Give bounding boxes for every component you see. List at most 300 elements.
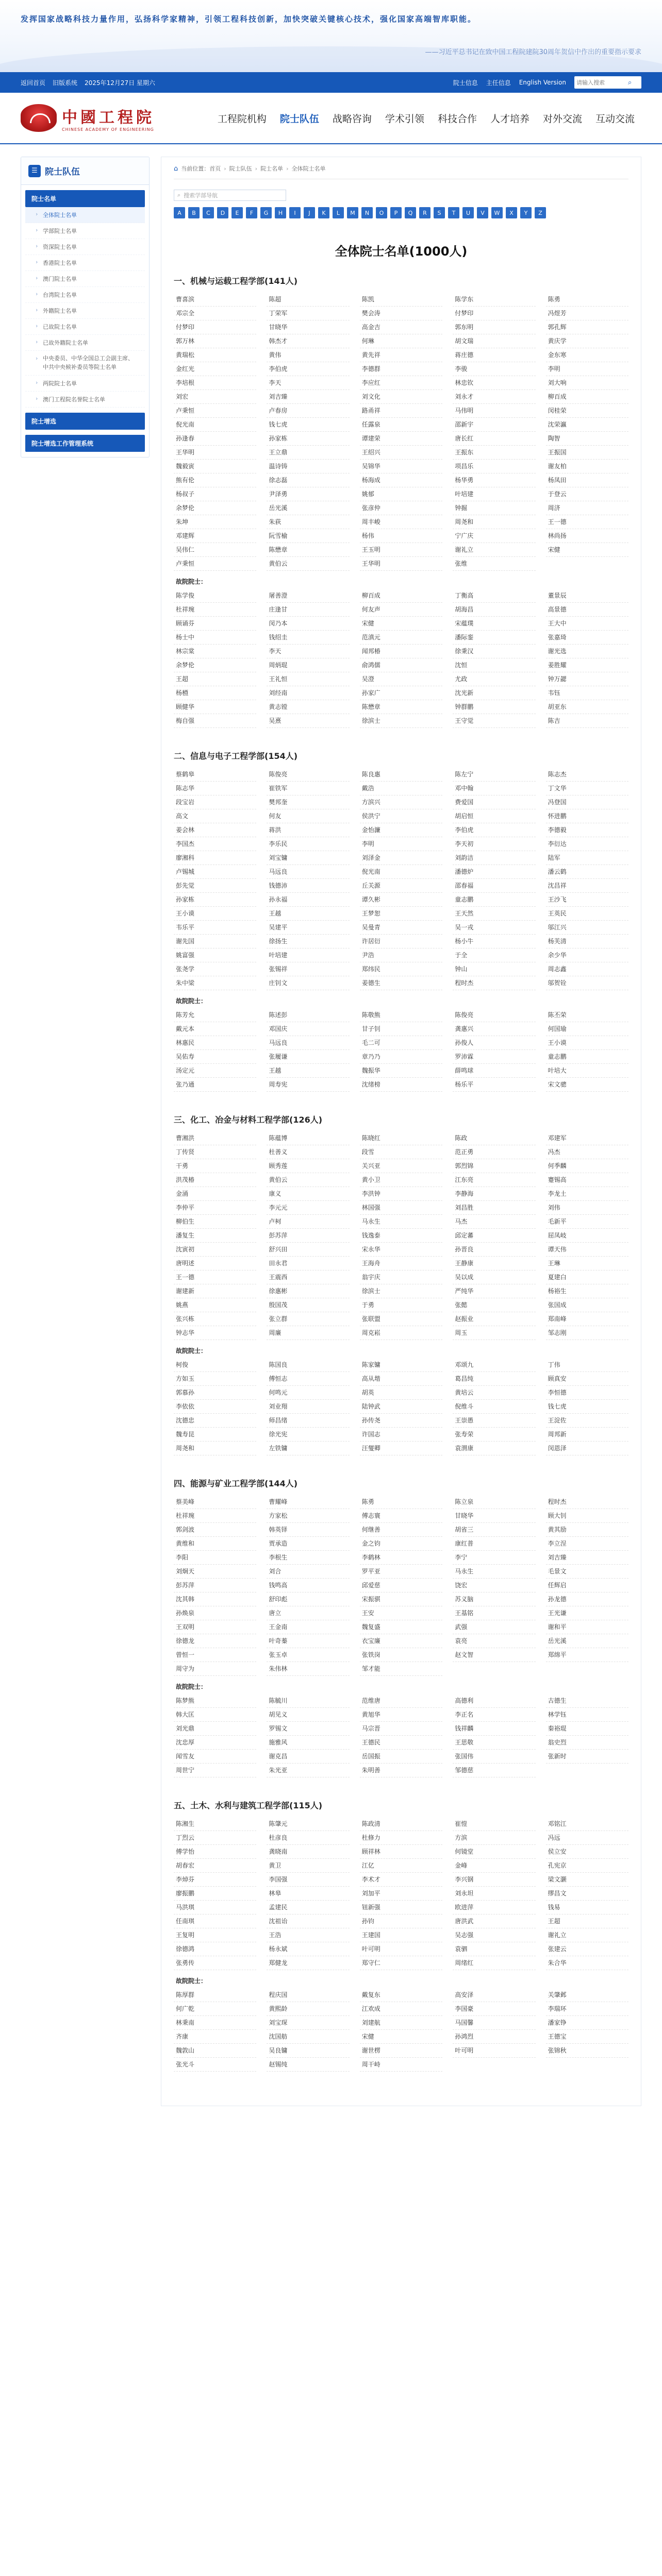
academician-name[interactable]: 刘永才 xyxy=(453,390,535,404)
nav-item-cooperation[interactable]: 科技合作 xyxy=(437,113,477,125)
deceased-academician-name[interactable]: 罗沛霖 xyxy=(453,1050,535,1064)
deceased-academician-name[interactable]: 叶培大 xyxy=(546,1064,628,1078)
letter-filter-q[interactable]: Q xyxy=(405,207,416,218)
deceased-academician-name[interactable]: 姜胜耀 xyxy=(546,658,628,672)
academician-name[interactable]: 江东亮 xyxy=(453,1173,535,1187)
deceased-academician-name[interactable]: 张履谦 xyxy=(267,1050,349,1064)
breadcrumb-item-home[interactable]: 当前位置：首页 xyxy=(181,165,221,172)
deceased-academician-name[interactable]: 陈梦熊 xyxy=(174,1694,256,1708)
deceased-academician-name[interactable]: 甘子钊 xyxy=(360,1022,442,1036)
topbar-link-director-info[interactable]: 主任信息 xyxy=(486,79,511,87)
academician-name[interactable]: 金东寒 xyxy=(546,348,628,362)
deceased-academician-name[interactable]: 关肇邺 xyxy=(546,1988,628,2002)
academician-name[interactable]: 何镜堂 xyxy=(453,1845,535,1859)
academician-name[interactable]: 李静海 xyxy=(453,1187,535,1201)
academician-name[interactable]: 沈寅初 xyxy=(174,1243,256,1257)
academician-name[interactable]: 王华明 xyxy=(360,557,442,571)
academician-name[interactable]: 杜祥琬 xyxy=(174,1509,256,1523)
deceased-academician-name[interactable]: 魏振华 xyxy=(360,1064,442,1078)
academician-name[interactable]: 怀进鹏 xyxy=(546,809,628,823)
deceased-academician-name[interactable]: 胡亚东 xyxy=(546,700,628,714)
deceased-academician-name[interactable]: 葛昌纯 xyxy=(453,1372,535,1386)
deceased-academician-name[interactable]: 郭慕孙 xyxy=(174,1386,256,1400)
deceased-academician-name[interactable]: 江欢成 xyxy=(360,2002,442,2016)
deceased-academician-name[interactable]: 高德利 xyxy=(453,1694,535,1708)
academician-name[interactable]: 朱合华 xyxy=(546,1956,628,1970)
academician-name[interactable]: 谢友柏 xyxy=(546,460,628,473)
academician-name[interactable]: 潘德炉 xyxy=(453,865,535,879)
academician-name[interactable]: 刘昌胜 xyxy=(453,1201,535,1215)
academician-name[interactable]: 李国强 xyxy=(267,1873,349,1887)
letter-filter-l[interactable]: L xyxy=(333,207,344,218)
academician-name[interactable]: 林皋 xyxy=(267,1887,349,1901)
deceased-academician-name[interactable]: 李依依 xyxy=(174,1400,256,1414)
deceased-academician-name[interactable]: 龚惠兴 xyxy=(453,1022,535,1036)
academician-name[interactable]: 孙龙德 xyxy=(546,1592,628,1606)
search-icon[interactable]: ⌕ xyxy=(628,78,632,87)
academician-name[interactable]: 陈良惠 xyxy=(360,768,442,782)
academician-name[interactable]: 余少华 xyxy=(546,948,628,962)
deceased-academician-name[interactable]: 程庆国 xyxy=(267,1988,349,2002)
academician-name[interactable]: 王琳 xyxy=(546,1257,628,1270)
deceased-academician-name[interactable]: 钟万勰 xyxy=(546,672,628,686)
academician-name[interactable]: 周绪红 xyxy=(453,1956,535,1970)
deceased-academician-name[interactable]: 何国瑜 xyxy=(546,1022,628,1036)
academician-name[interactable]: 侯立安 xyxy=(546,1845,628,1859)
academician-name[interactable]: 朱伟林 xyxy=(267,1662,349,1676)
academician-name[interactable]: 柳百成 xyxy=(546,390,628,404)
deceased-academician-name[interactable]: 杜祥琬 xyxy=(174,603,256,617)
academician-name[interactable]: 王华明 xyxy=(174,446,256,460)
academician-name[interactable]: 任露泉 xyxy=(360,418,442,432)
academician-name[interactable]: 吴建平 xyxy=(267,921,349,935)
academician-name[interactable]: 金涌 xyxy=(174,1187,256,1201)
academician-name[interactable]: 沈昌祥 xyxy=(546,879,628,893)
academician-name[interactable]: 康红普 xyxy=(453,1537,535,1551)
sidebar-item-macao[interactable]: › 澳门院士名单 xyxy=(25,271,145,287)
academician-name[interactable]: 李明 xyxy=(360,837,442,851)
academician-name[interactable]: 侯洪宁 xyxy=(360,809,442,823)
academician-name[interactable]: 周守为 xyxy=(174,1662,256,1676)
letter-filter-p[interactable]: P xyxy=(390,207,402,218)
academician-name[interactable]: 李应红 xyxy=(360,376,442,390)
deceased-academician-name[interactable]: 王守觉 xyxy=(453,714,535,728)
academician-name[interactable]: 邱定蕃 xyxy=(453,1229,535,1243)
academician-name[interactable]: 路甬祥 xyxy=(360,404,442,418)
deceased-academician-name[interactable]: 朱光亚 xyxy=(267,1764,349,1777)
letter-filter-d[interactable]: D xyxy=(217,207,228,218)
academician-name[interactable]: 屈凤岐 xyxy=(546,1229,628,1243)
sidebar-item-deceased-foreign[interactable]: › 已故外籍院士名单 xyxy=(25,335,145,351)
academician-name[interactable]: 王浩 xyxy=(267,1928,349,1942)
deceased-academician-name[interactable]: 吴熹 xyxy=(267,714,349,728)
academician-name[interactable]: 任辉启 xyxy=(546,1579,628,1592)
academician-name[interactable]: 吴锦华 xyxy=(360,460,442,473)
deceased-academician-name[interactable]: 左铁镛 xyxy=(267,1442,349,1455)
academician-name[interactable]: 李焯芬 xyxy=(174,1873,256,1887)
academician-name[interactable]: 刘合 xyxy=(267,1565,349,1579)
academician-name[interactable]: 谢礼立 xyxy=(453,543,535,557)
deceased-academician-name[interactable]: 刘业翔 xyxy=(267,1400,349,1414)
deceased-academician-name[interactable]: 范维唐 xyxy=(360,1694,442,1708)
academician-name[interactable]: 陈蕴博 xyxy=(267,1131,349,1145)
academician-name[interactable]: 许居衍 xyxy=(360,935,442,948)
deceased-academician-name[interactable]: 吴澄 xyxy=(360,672,442,686)
deceased-academician-name[interactable]: 高景德 xyxy=(546,603,628,617)
deceased-academician-name[interactable]: 陈学俊 xyxy=(174,589,256,603)
academician-name[interactable]: 段宝岩 xyxy=(174,795,256,809)
deceased-academician-name[interactable]: 孙俊人 xyxy=(453,1036,535,1050)
deceased-academician-name[interactable]: 汤定元 xyxy=(174,1064,256,1078)
academician-name[interactable]: 付梦印 xyxy=(453,307,535,320)
sidebar-item-taiwan[interactable]: › 台湾院士名单 xyxy=(25,287,145,303)
sidebar-section-list[interactable]: 院士名单 xyxy=(25,190,145,207)
academician-name[interactable]: 甘晓华 xyxy=(453,1509,535,1523)
academician-name[interactable]: 顾秀莲 xyxy=(267,1159,349,1173)
academician-name[interactable]: 李鹤林 xyxy=(360,1551,442,1565)
nav-item-academicians[interactable]: 院士队伍 xyxy=(279,113,319,125)
academician-name[interactable]: 钱七虎 xyxy=(267,418,349,432)
academician-name[interactable]: 关兴亚 xyxy=(360,1159,442,1173)
academician-name[interactable]: 周济 xyxy=(546,501,628,515)
academician-name[interactable]: 金峰 xyxy=(453,1859,535,1873)
deceased-academician-name[interactable]: 周干峙 xyxy=(360,2058,442,2072)
sidebar-item-foreign[interactable]: › 外籍院士名单 xyxy=(25,303,145,319)
academician-name[interactable]: 钱逸泰 xyxy=(360,1229,442,1243)
academician-name[interactable]: 王天然 xyxy=(453,907,535,921)
deceased-academician-name[interactable]: 沈绪榜 xyxy=(360,1078,442,1092)
academician-name[interactable]: 熊有伦 xyxy=(174,473,256,487)
deceased-academician-name[interactable]: 胡海昌 xyxy=(453,603,535,617)
academician-name[interactable]: 郑绵平 xyxy=(546,1648,628,1662)
nav-item-strategic-consulting[interactable]: 战略咨询 xyxy=(332,113,372,125)
academician-name[interactable]: 闵桂荣 xyxy=(546,404,628,418)
academician-name[interactable]: 李元元 xyxy=(267,1201,349,1215)
deceased-academician-name[interactable]: 陈俊亮 xyxy=(453,1008,535,1022)
academician-name[interactable]: 谢和平 xyxy=(546,1620,628,1634)
logo[interactable] xyxy=(21,104,191,132)
deceased-academician-name[interactable]: 章乃乃 xyxy=(360,1050,442,1064)
academician-name[interactable]: 缪昌文 xyxy=(546,1887,628,1901)
nav-item-academic-leadership[interactable]: 学术引领 xyxy=(385,113,424,125)
academician-name[interactable]: 邹才能 xyxy=(360,1662,442,1676)
deceased-academician-name[interactable]: 高从堦 xyxy=(360,1372,442,1386)
deceased-academician-name[interactable]: 闻邦椿 xyxy=(360,645,442,658)
academician-name[interactable]: 杨永斌 xyxy=(267,1942,349,1956)
deceased-academician-name[interactable]: 张新时 xyxy=(546,1750,628,1764)
academician-name[interactable]: 尹泽勇 xyxy=(267,487,349,501)
deceased-academician-name[interactable]: 陈厚群 xyxy=(174,1988,256,2002)
academician-name[interactable]: 周廉 xyxy=(267,1326,349,1340)
deceased-academician-name[interactable]: 许国志 xyxy=(360,1428,442,1442)
deceased-academician-name[interactable]: 周世宁 xyxy=(174,1764,256,1777)
deceased-academician-name[interactable]: 林学钰 xyxy=(546,1708,628,1722)
academician-name[interactable]: 蔡美峰 xyxy=(174,1495,256,1509)
nav-item-interaction[interactable]: 互动交流 xyxy=(595,113,635,125)
deceased-academician-name[interactable]: 杨乐平 xyxy=(453,1078,535,1092)
academician-name[interactable]: 舒印彪 xyxy=(267,1592,349,1606)
deceased-academician-name[interactable]: 周尧和 xyxy=(174,1442,256,1455)
academician-name[interactable]: 姜德生 xyxy=(360,976,442,990)
academician-name[interactable]: 李天初 xyxy=(453,837,535,851)
academician-name[interactable]: 陈勇 xyxy=(546,293,628,307)
academician-name[interactable]: 李伯虎 xyxy=(453,823,535,837)
sidebar-item-macao-honorary[interactable]: › 澳门工程院名誉院士名单 xyxy=(25,392,145,408)
academician-name[interactable]: 钟志华 xyxy=(174,1326,256,1340)
academician-name[interactable]: 卢春房 xyxy=(267,404,349,418)
academician-name[interactable]: 殷国茂 xyxy=(267,1298,349,1312)
academician-name[interactable]: 谢礼立 xyxy=(546,1928,628,1942)
academician-name[interactable]: 沈其韩 xyxy=(174,1592,256,1606)
academician-name[interactable]: 何季麟 xyxy=(546,1159,628,1173)
deceased-academician-name[interactable]: 汪燮卿 xyxy=(360,1442,442,1455)
nav-item-institutions[interactable]: 工程院机构 xyxy=(217,113,267,125)
academician-name[interactable]: 童志鹏 xyxy=(453,893,535,907)
academician-name[interactable]: 张联盟 xyxy=(360,1312,442,1326)
academician-name[interactable]: 刘宏 xyxy=(174,390,256,404)
academician-name[interactable]: 李伯虎 xyxy=(267,362,349,376)
academician-name[interactable]: 曹耀峰 xyxy=(267,1495,349,1509)
academician-name[interactable]: 孟建民 xyxy=(267,1901,349,1914)
academician-name[interactable]: 王金南 xyxy=(267,1620,349,1634)
academician-name[interactable]: 樊邦奎 xyxy=(267,795,349,809)
academician-name[interactable]: 李阳 xyxy=(174,1551,256,1565)
deceased-academician-name[interactable]: 潘际銮 xyxy=(453,631,535,645)
deceased-academician-name[interactable]: 翁史烈 xyxy=(546,1736,628,1750)
academician-name[interactable]: 谭久彬 xyxy=(360,893,442,907)
academician-name[interactable]: 卢锡城 xyxy=(174,865,256,879)
academician-name[interactable]: 郑健龙 xyxy=(267,1956,349,1970)
deceased-academician-name[interactable]: 王大中 xyxy=(546,617,628,631)
academician-name[interactable]: 丁荣军 xyxy=(267,307,349,320)
academician-name[interactable]: 冯杰 xyxy=(546,1145,628,1159)
academician-name[interactable]: 武强 xyxy=(453,1620,535,1634)
academician-name[interactable]: 李立浧 xyxy=(546,1537,628,1551)
sidebar-item-dual[interactable]: › 两院院士名单 xyxy=(25,376,145,392)
academician-name[interactable]: 彭苏萍 xyxy=(267,1229,349,1243)
academician-name[interactable]: 马洪琪 xyxy=(174,1901,256,1914)
academician-name[interactable]: 崔愷 xyxy=(453,1817,535,1831)
academician-name[interactable]: 阮雪榆 xyxy=(267,529,349,543)
academician-name[interactable]: 李根生 xyxy=(267,1551,349,1565)
deceased-academician-name[interactable]: 王德宝 xyxy=(546,2030,628,2044)
deceased-academician-name[interactable]: 沈国舫 xyxy=(267,2030,349,2044)
academician-name[interactable]: 任南琪 xyxy=(174,1914,256,1928)
academician-name[interactable]: 黄庆学 xyxy=(546,334,628,348)
academician-name[interactable]: 张国成 xyxy=(546,1298,628,1312)
academician-name[interactable]: 姜会林 xyxy=(174,823,256,837)
academician-name[interactable]: 丁烈云 xyxy=(174,1831,256,1845)
academician-name[interactable]: 卢秉恒 xyxy=(174,557,256,571)
academician-name[interactable]: 李德群 xyxy=(360,362,442,376)
academician-name[interactable]: 李衍达 xyxy=(546,837,628,851)
academician-name[interactable]: 陈政 xyxy=(453,1131,535,1145)
deceased-academician-name[interactable]: 陈敬熊 xyxy=(360,1008,442,1022)
academician-name[interactable]: 胡文瑞 xyxy=(453,334,535,348)
deceased-academician-name[interactable]: 徐光宪 xyxy=(267,1428,349,1442)
deceased-academician-name[interactable]: 戴元本 xyxy=(174,1022,256,1036)
deceased-academician-name[interactable]: 杨士中 xyxy=(174,631,256,645)
academician-name[interactable]: 黄伯云 xyxy=(267,557,349,571)
academician-name[interactable]: 魏毅寅 xyxy=(174,460,256,473)
academician-name[interactable]: 金怡濂 xyxy=(360,823,442,837)
sidebar-item-all[interactable]: › 全体院士名单 xyxy=(25,207,145,223)
academician-name[interactable]: 林尚扬 xyxy=(546,529,628,543)
english-version-link[interactable]: English Version xyxy=(519,79,566,86)
academician-name[interactable]: 胡省三 xyxy=(453,1523,535,1537)
academician-name[interactable]: 蹇锡高 xyxy=(546,1173,628,1187)
top-search-input[interactable] xyxy=(576,79,628,86)
academician-name[interactable]: 徐德鸿 xyxy=(174,1942,256,1956)
academician-name[interactable]: 潘复生 xyxy=(174,1229,256,1243)
sidebar-item-hongkong[interactable]: › 香港院士名单 xyxy=(25,255,145,271)
academician-name[interactable]: 于登云 xyxy=(546,487,628,501)
deceased-academician-name[interactable]: 沈忠厚 xyxy=(174,1736,256,1750)
academician-name[interactable]: 叶培建 xyxy=(267,948,349,962)
deceased-academician-name[interactable]: 陈毓川 xyxy=(267,1694,349,1708)
academician-name[interactable]: 黄伟 xyxy=(267,348,349,362)
academician-name[interactable]: 马永生 xyxy=(453,1565,535,1579)
academician-name[interactable]: 周丰峻 xyxy=(360,515,442,529)
academician-name[interactable]: 谭天伟 xyxy=(546,1243,628,1257)
academician-name[interactable]: 叶培建 xyxy=(453,487,535,501)
sidebar-item-division[interactable]: › 学部院士名单 xyxy=(25,223,145,239)
academician-name[interactable]: 周玉 xyxy=(453,1326,535,1340)
academician-name[interactable]: 张尧学 xyxy=(174,962,256,976)
academician-name[interactable]: 康义 xyxy=(267,1187,349,1201)
deceased-academician-name[interactable]: 何友声 xyxy=(360,603,442,617)
academician-name[interactable]: 钱鸣高 xyxy=(267,1579,349,1592)
academician-name[interactable]: 唐长红 xyxy=(453,432,535,446)
academician-name[interactable]: 姚富强 xyxy=(174,948,256,962)
deceased-academician-name[interactable]: 沈恒 xyxy=(453,658,535,672)
academician-name[interactable]: 张玉卓 xyxy=(267,1648,349,1662)
academician-name[interactable]: 郭剑波 xyxy=(174,1523,256,1537)
academician-name[interactable]: 范正勇 xyxy=(453,1145,535,1159)
academician-name[interactable]: 潘云鹤 xyxy=(546,865,628,879)
academician-name[interactable]: 冯登国 xyxy=(546,795,628,809)
deceased-academician-name[interactable]: 倪维斗 xyxy=(453,1400,535,1414)
deceased-academician-name[interactable]: 马宗晋 xyxy=(360,1722,442,1736)
academician-name[interactable]: 叶奇蓁 xyxy=(267,1634,349,1648)
academician-name[interactable]: 高金吉 xyxy=(360,320,442,334)
academician-name[interactable]: 蒋庄德 xyxy=(453,348,535,362)
academician-name[interactable]: 沈祖诒 xyxy=(267,1914,349,1928)
deceased-academician-name[interactable]: 王德民 xyxy=(360,1736,442,1750)
academician-name[interactable]: 廖振鹏 xyxy=(174,1887,256,1901)
academician-name[interactable]: 何继善 xyxy=(360,1523,442,1537)
academician-name[interactable]: 王建国 xyxy=(360,1928,442,1942)
letter-filter-v[interactable]: V xyxy=(477,207,488,218)
deceased-academician-name[interactable]: 毛二可 xyxy=(360,1036,442,1050)
academician-name[interactable]: 杨裕生 xyxy=(546,1284,628,1298)
deceased-academician-name[interactable]: 陈述彭 xyxy=(267,1008,349,1022)
academician-name[interactable]: 张立群 xyxy=(267,1312,349,1326)
deceased-academician-name[interactable]: 李天 xyxy=(267,645,349,658)
academician-name[interactable]: 徐惠彬 xyxy=(267,1284,349,1298)
academician-name[interactable]: 韦乐平 xyxy=(174,921,256,935)
deceased-academician-name[interactable]: 林秉南 xyxy=(174,2016,256,2030)
academician-name[interactable]: 唐洪武 xyxy=(453,1914,535,1928)
academician-name[interactable]: 贾承造 xyxy=(267,1537,349,1551)
academician-name[interactable]: 唐立 xyxy=(267,1606,349,1620)
academician-name[interactable]: 王小谟 xyxy=(174,907,256,921)
academician-name[interactable]: 方滨 xyxy=(453,1831,535,1845)
academician-name[interactable]: 李国杰 xyxy=(174,837,256,851)
academician-name[interactable]: 顾大钊 xyxy=(546,1509,628,1523)
academician-name[interactable]: 杨凤田 xyxy=(546,473,628,487)
deceased-academician-name[interactable]: 薛鸣球 xyxy=(453,1064,535,1078)
deceased-academician-name[interactable]: 林宗棠 xyxy=(174,645,256,658)
academician-name[interactable]: 高文 xyxy=(174,809,256,823)
letter-filter-a[interactable]: A xyxy=(174,207,185,218)
letter-filter-c[interactable]: C xyxy=(203,207,214,218)
academician-name[interactable]: 孙焕泉 xyxy=(174,1606,256,1620)
academician-name[interactable]: 林忠钦 xyxy=(453,376,535,390)
deceased-academician-name[interactable]: 何广乾 xyxy=(174,2002,256,2016)
sidebar-item-senior[interactable]: › 资深院士名单 xyxy=(25,239,145,255)
academician-name[interactable]: 刘宝镛 xyxy=(267,851,349,865)
deceased-academician-name[interactable]: 方如玉 xyxy=(174,1372,256,1386)
academician-name[interactable]: 杜修力 xyxy=(360,1831,442,1845)
academician-name[interactable]: 田永君 xyxy=(267,1257,349,1270)
academician-name[interactable]: 杨华勇 xyxy=(453,473,535,487)
academician-name[interactable]: 林国强 xyxy=(360,1201,442,1215)
deceased-academician-name[interactable]: 钟群鹏 xyxy=(453,700,535,714)
nav-item-talent-training[interactable]: 人才培养 xyxy=(490,113,529,125)
academician-name[interactable]: 付梦印 xyxy=(174,320,256,334)
academician-name[interactable]: 杜彦良 xyxy=(267,1831,349,1845)
academician-name[interactable]: 李骏 xyxy=(453,362,535,376)
deceased-academician-name[interactable]: 闻雪友 xyxy=(174,1750,256,1764)
academician-name[interactable]: 段雪 xyxy=(360,1145,442,1159)
academician-name[interactable]: 余梦伦 xyxy=(174,501,256,515)
sidebar-section-election-system[interactable]: 院士增选工作管理系统 xyxy=(25,435,145,452)
academician-name[interactable]: 钱易 xyxy=(546,1901,628,1914)
academician-name[interactable]: 孙家栋 xyxy=(174,893,256,907)
academician-name[interactable]: 刘永坦 xyxy=(453,1887,535,1901)
academician-name[interactable]: 张彦仲 xyxy=(360,501,442,515)
letter-filter-r[interactable]: R xyxy=(419,207,431,218)
academician-name[interactable]: 张勇传 xyxy=(174,1956,256,1970)
deceased-academician-name[interactable]: 沈光新 xyxy=(453,686,535,700)
academician-name[interactable]: 王绍兴 xyxy=(360,446,442,460)
academician-name[interactable]: 庄钊文 xyxy=(267,976,349,990)
letter-filter-o[interactable]: O xyxy=(376,207,387,218)
academician-name[interactable]: 钟山 xyxy=(453,962,535,976)
academician-name[interactable]: 倪光南 xyxy=(174,418,256,432)
academician-name[interactable]: 袁亮 xyxy=(453,1634,535,1648)
academician-name[interactable]: 李洪钟 xyxy=(360,1187,442,1201)
deceased-academician-name[interactable]: 钱祥麟 xyxy=(453,1722,535,1736)
deceased-academician-name[interactable]: 张乃通 xyxy=(174,1078,256,1092)
letter-filter-g[interactable]: G xyxy=(260,207,272,218)
deceased-academician-name[interactable]: 丁伟 xyxy=(546,1358,628,1372)
academician-name[interactable]: 翁宇庆 xyxy=(360,1270,442,1284)
academician-name[interactable]: 李乐民 xyxy=(267,837,349,851)
academician-name[interactable]: 邓中翰 xyxy=(453,782,535,795)
academician-name[interactable]: 张铁岗 xyxy=(360,1648,442,1662)
academician-name[interactable]: 刘加平 xyxy=(360,1887,442,1901)
deceased-academician-name[interactable]: 徐滨士 xyxy=(360,714,442,728)
academician-name[interactable]: 郑纬民 xyxy=(360,962,442,976)
deceased-academician-name[interactable]: 魏敦山 xyxy=(174,2044,256,2058)
academician-name[interactable]: 廖湘科 xyxy=(174,851,256,865)
deceased-academician-name[interactable]: 陈芳允 xyxy=(174,1008,256,1022)
academician-name[interactable]: 彭苏萍 xyxy=(174,1579,256,1592)
letter-filter-t[interactable]: T xyxy=(448,207,459,218)
academician-name[interactable]: 杜善义 xyxy=(267,1145,349,1159)
